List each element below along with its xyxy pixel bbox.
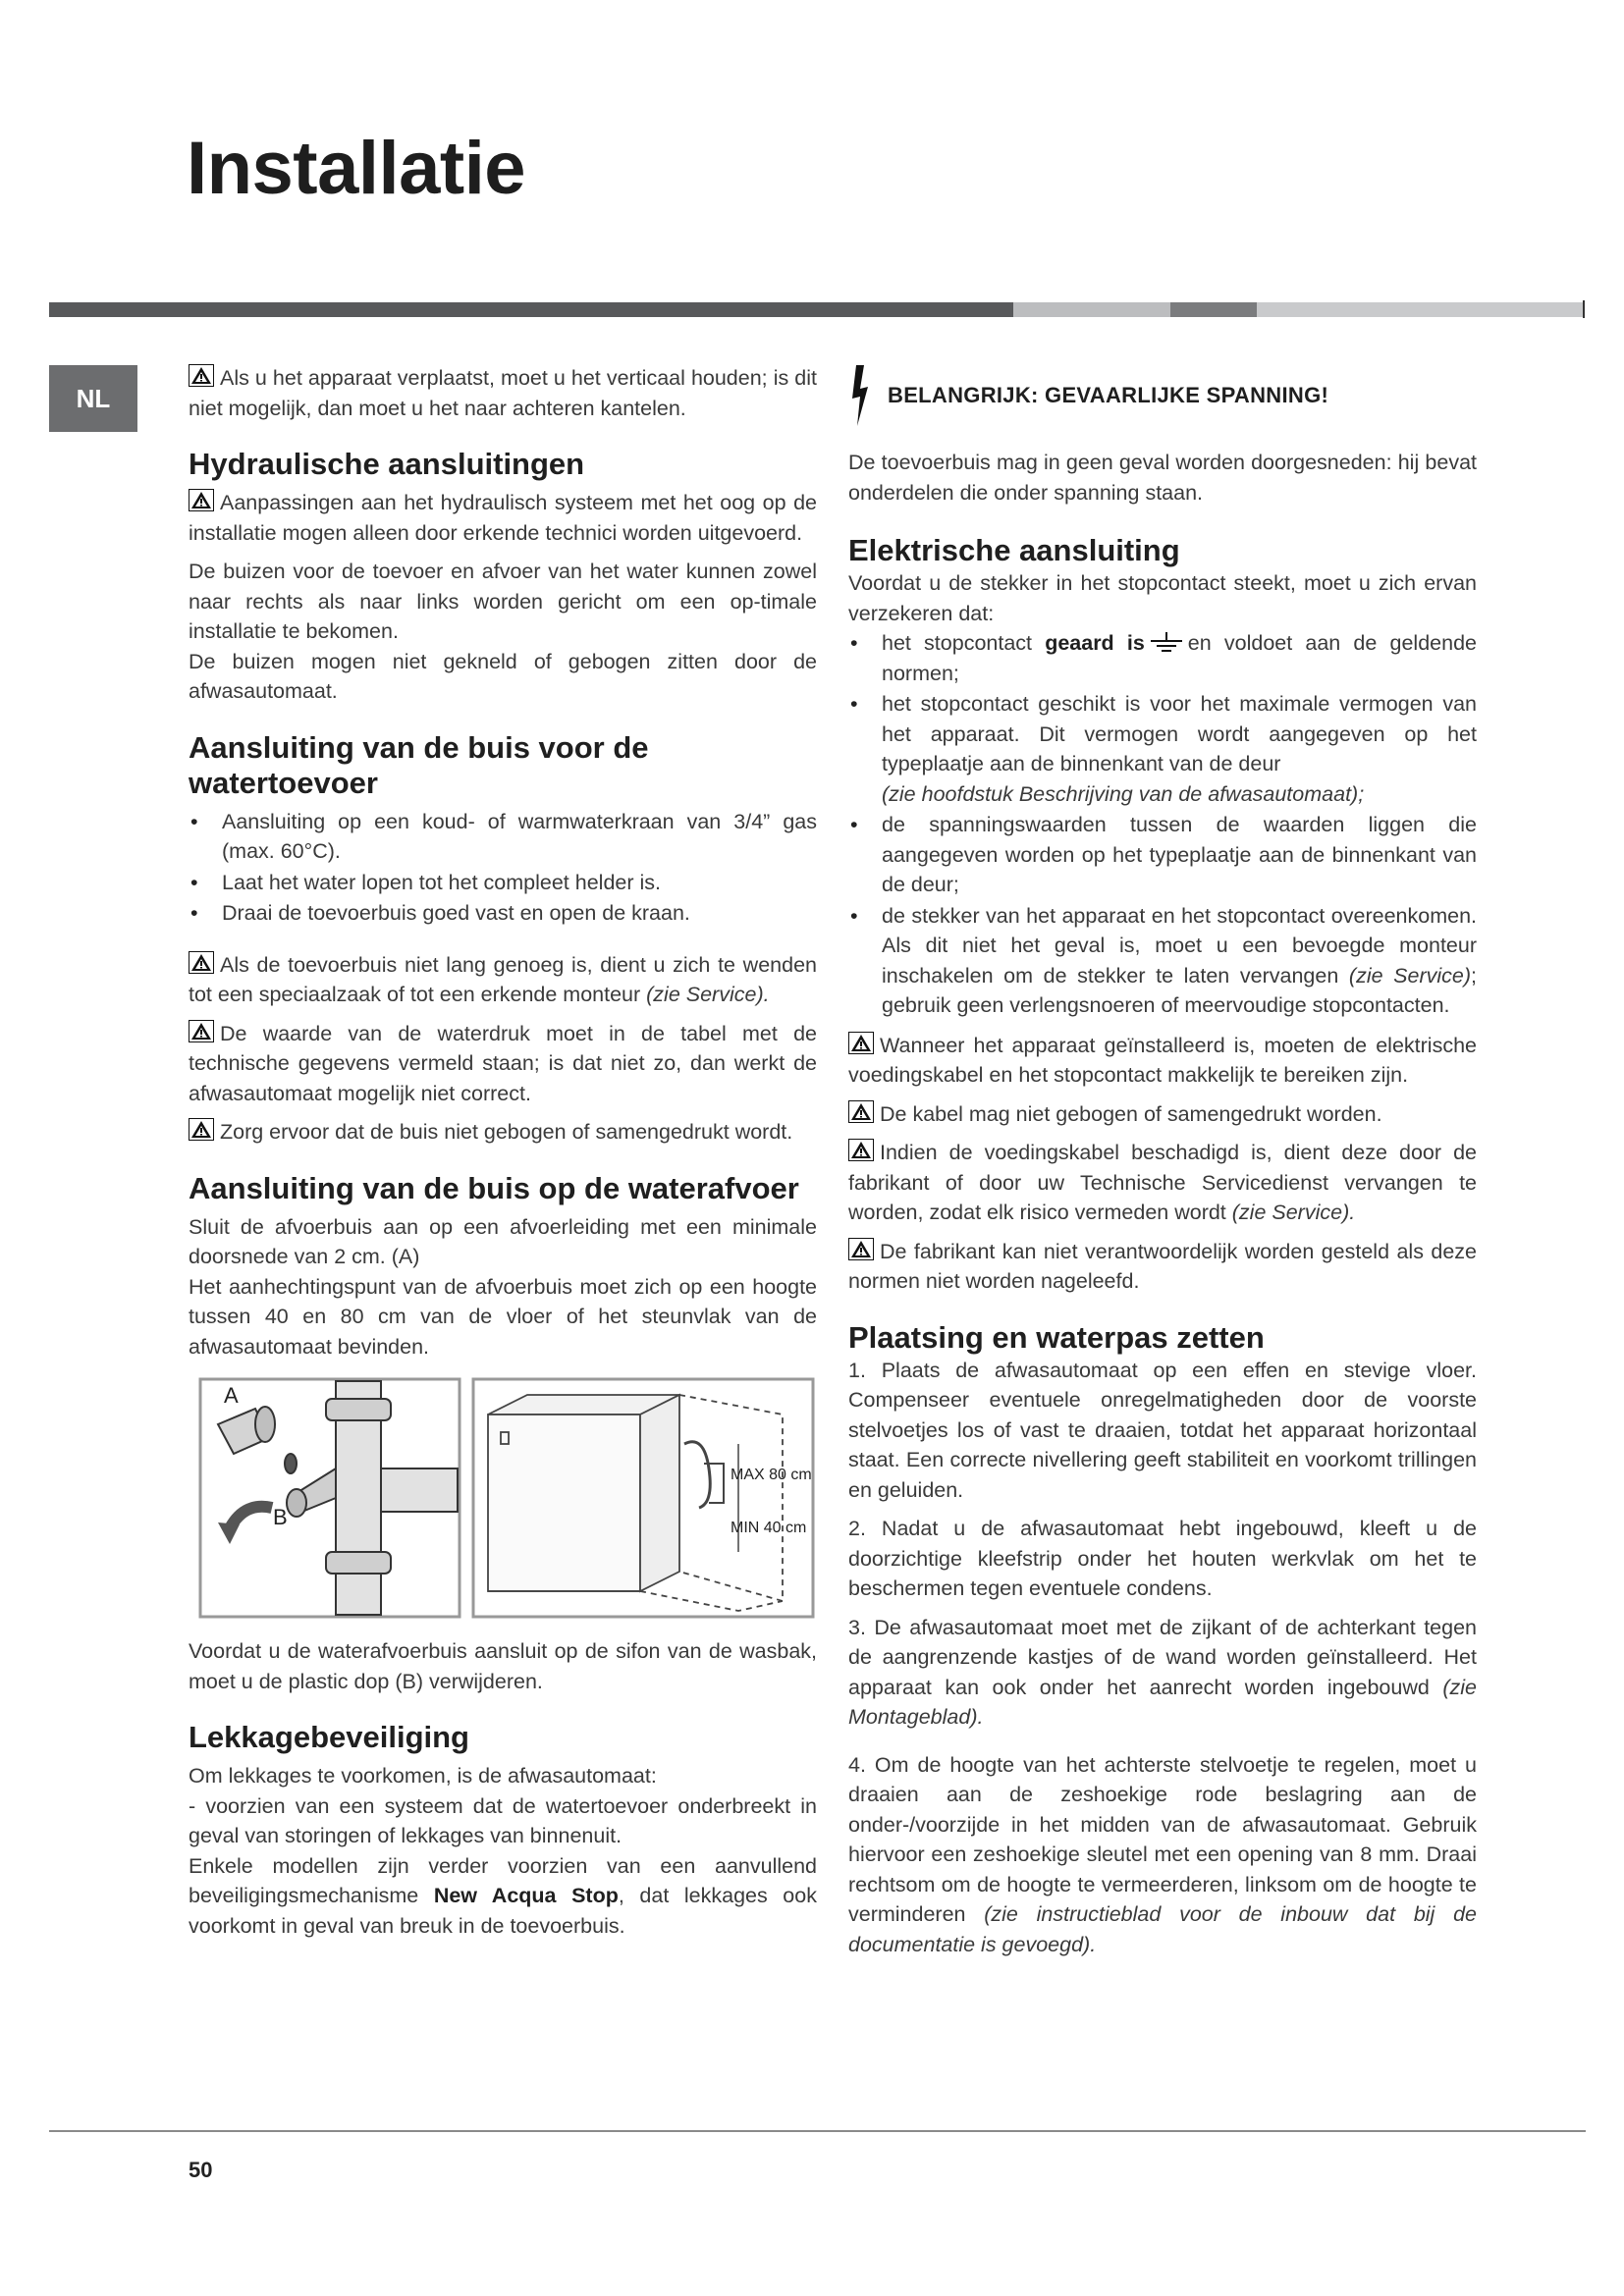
supply-warning-1 [189,950,817,1010]
important-title: BELANGRIJK: GEVAARLIJKE SPANNING! [888,382,1329,407]
language-tab [49,365,137,432]
leak-p3 [189,1851,817,1942]
list-item: • Aansluiting op een koud- of warmwaterkraan van 3/4” gas (max. 60°C). [189,807,817,867]
service-reference: (zie Service). [1231,1201,1356,1224]
electric-warning-4-text: De fabrikant kan niet verantwoordelijk worden gesteld als deze normen niet worden nageleefd. [848,1239,1477,1293]
list-item: • Laat het water lopen tot het compleet helder is. [189,868,817,898]
electric-warning-3-text: Indien de voedingskabel beschadigd is, dient deze door de fabrikant of door uw Technische Servicedienst vervangen te worden, zodat elk risico vermeden wordt [848,1141,1477,1224]
hydraulic-heading: Hydraulische aansluitingen [189,447,585,481]
leak-p3-text: Enkele modellen zijn verder voorzien van een aanvullend beveiligingsmechanisme [189,1853,817,1907]
b1-text: het stopcontact [882,631,1046,655]
warning-icon [848,1139,874,1161]
warning-icon [189,489,214,511]
electric-list [848,628,1477,1021]
hydraulic-p1: De buizen voor de toevoer en afvoer van het water kunnen zowel naar rechts als naar links worden gericht om een op-timale installatie te bekomen. [189,560,817,643]
electric-warning-1 [848,1031,1477,1091]
right-column [848,363,1477,1968]
leveling-p3-reference: (zie Montageblad). [848,1675,1477,1729]
supply-heading: Aansluiting van de buis voor de watertoevoer [189,729,649,800]
supply-warning-2-text: De waarde van de waterdruk moet in de tabel met de technische gegevens vermeld staan; is dat niet zo, dan werkt de afwasautomaat mogelijk niet correct. [189,1021,817,1105]
leveling-p2: 2. Nadat u de afwasautomaat hebt ingebouwd, kleeft u de doorzichtige kleefstrip onder het houten werkvlak om het te beschermen tegen eventuele condens. [848,1517,1477,1600]
electric-warning-2 [848,1099,1477,1130]
electric-warning-2-text: De kabel mag niet gebogen of samengedrukt worden. [880,1101,1382,1126]
new-acqua-stop: New Acqua Stop [433,1884,619,1907]
warning-icon [189,1118,214,1141]
drain-figure [189,1375,817,1621]
drain-p3: Voordat u de waterafvoerbuis aansluit op de sifon van de wasbak, moet u de plastic dop (B) verwijderen. [189,1639,817,1693]
left-column [189,363,817,1949]
warning-icon [189,364,214,387]
important-text: De toevoerbuis mag in geen geval worden doorgesneden: hij bevat onderdelen die onder spanning staan. [848,451,1477,505]
page-number: 50 [189,2158,213,2182]
electric-warning-3 [848,1138,1477,1228]
electric-warning-4 [848,1237,1477,1297]
figure-min-label: MIN 40 cm [731,1520,807,1536]
warning-icon [848,1032,874,1054]
page-title: Installatie [187,127,526,210]
b2-text: het stopcontact geschikt is voor het maximale vermogen van het apparaat. Dit vermogen wordt aangegeven op het typeplaatje aan de binnenkant van de deur [882,692,1477,775]
b2-reference: (zie hoofdstuk Beschrijving van de afwasautomaat); [882,781,1365,806]
leveling-p4 [848,1750,1477,1960]
header-bar-mid [1170,302,1257,317]
figure-label-b: B [273,1505,288,1529]
b1-text-end: en voldoet aan de geldende normen; [882,631,1477,685]
leveling-p4-reference: (zie instructieblad voor de inbouw dat bij de documentatie is gevoegd). [848,1902,1477,1956]
service-reference: (zie Service). [646,983,770,1006]
b4-text: de stekker van het apparaat en het stopcontact overeenkomen. Als dit niet het geval is, moet u een bevoegde monteur inschakelen om de stekker te laten vervangen [882,903,1477,988]
intro-warning [189,363,817,423]
list-item [848,901,1477,1021]
figure-label-a: A [224,1383,239,1408]
list-item [848,628,1477,688]
electric-warning-1-text: Wanneer het apparaat geïnstalleerd is, moeten de elektrische voedingskabel en het stopcontact makkelijk te bereiken zijn. [848,1033,1477,1087]
leak-heading: Lekkagebeveiliging [189,1720,469,1754]
hydraulic-p2: De buizen mogen niet gekneld of gebogen zitten door de afwasautomaat. [189,649,817,703]
ground-icon [1147,632,1186,654]
supply-list [189,807,817,929]
supply-warning-3-text: Zorg ervoor dat de buis niet gebogen of samengedrukt wordt. [220,1120,793,1144]
b4-text-end: ; gebruik geen verlengsnoeren of meervoudige stopcontacten. [882,963,1478,1017]
electric-intro: Voordat u de stekker in het stopcontact steekt, moet u zich ervan verzekeren dat: [848,571,1477,625]
drain-p2: Het aanhechtingspunt van de afvoerbuis moet zich op een hoogte tussen 40 en 80 cm van de vloer of het steunvlak van de afwasautomaat bevinden. [189,1274,817,1359]
warning-icon [189,1020,214,1042]
leak-p2: - voorzien van een systeem dat de watertoevoer onderbreekt in geval van storingen of lekkages van binnenuit. [189,1793,817,1847]
leveling-p3-text: 3. De afwasautomaat moet met de zijkant of de achterkant tegen de aangrenzende kastjes of de wand worden geïnstalleerd. Het apparaat kan ook onder het aanrecht worden ingebouwd [848,1615,1477,1699]
header-bar-light-end [1257,302,1583,317]
supply-warning-1-text: Als de toevoerbuis niet lang genoeg is, dient u zich te wenden tot een speciaalzaak of tot een erkende monteur [189,952,817,1006]
leveling-p1: 1. Plaats de afwasautomaat op een effen en stevige vloer. Compenseer eventuele onregelmatigheden door de voorste stelvoetjes los of vast te draaien, totdat het apparaat horizontaal staat. Een correcte nivellering geeft stabiliteit en voorkomt trillingen en geluiden. [848,1358,1477,1502]
list-item [848,689,1477,809]
lightning-bolt-icon [848,363,870,428]
hydraulic-warning [189,488,817,548]
warning-icon [848,1238,874,1260]
footer-divider [49,2130,1586,2132]
header-bar-tick [1583,300,1585,318]
figure-max-label: MAX 80 cm [731,1467,812,1483]
supply-warning-2 [189,1019,817,1109]
language-tab-label: NL [76,383,111,413]
leak-p1: Om lekkages te voorkomen, is de afwasautomaat: [189,1764,657,1788]
header-bar-dark [49,302,1013,317]
warning-icon [189,951,214,974]
warning-icon [848,1100,874,1123]
leveling-p3 [848,1613,1477,1733]
b1-bold: geaard is [1045,631,1145,655]
list-item: • Draai de toevoerbuis goed vast en open de kraan. [189,898,817,929]
electric-heading: Elektrische aansluiting [848,533,1180,567]
drain-heading: Aansluiting van de buis op de waterafvoer [189,1170,799,1205]
supply-warning-3 [189,1117,817,1148]
drain-illustration [189,1375,817,1621]
intro-warning-text: Als u het apparaat verplaatst, moet u het verticaal houden; is dit niet mogelijk, dan moet u het naar achteren kantelen. [189,366,817,420]
hydraulic-warning-text: Aanpassingen aan het hydraulisch systeem met het oog op de installatie mogen alleen door erkende technici worden uitgevoerd. [189,491,817,545]
leveling-heading: Plaatsing en waterpas zetten [848,1319,1265,1355]
important-notice [848,363,1477,428]
drain-p1: Sluit de afvoerbuis aan op een afvoerleiding met een minimale doorsnede van 2 cm. (A) [189,1214,817,1268]
leak-p3-text-end: , dat lekkages ook voorkomt in geval van breuk in de toevoerbuis. [189,1884,817,1938]
header-bar-light [1013,302,1170,317]
leveling-p4-text: 4. Om de hoogte van het achterste stelvoetje te regelen, moet u draaien aan de zeshoekige rode beslagring aan de onder-/voorzijde in het midden van de afwasautomaat. Gebruik hiervoor een zeshoekige sleutel met een opening van 8 mm. Draai rechtsom om de hoogte te vermeerderen, linksom om de hoogte te verminderen [848,1752,1477,1926]
list-item: • de spanningswaarden tussen de waarden liggen die aangegeven worden op het typeplaatje aan de binnenkant van de deur; [848,810,1477,900]
b4-reference: (zie Service) [1348,963,1472,988]
